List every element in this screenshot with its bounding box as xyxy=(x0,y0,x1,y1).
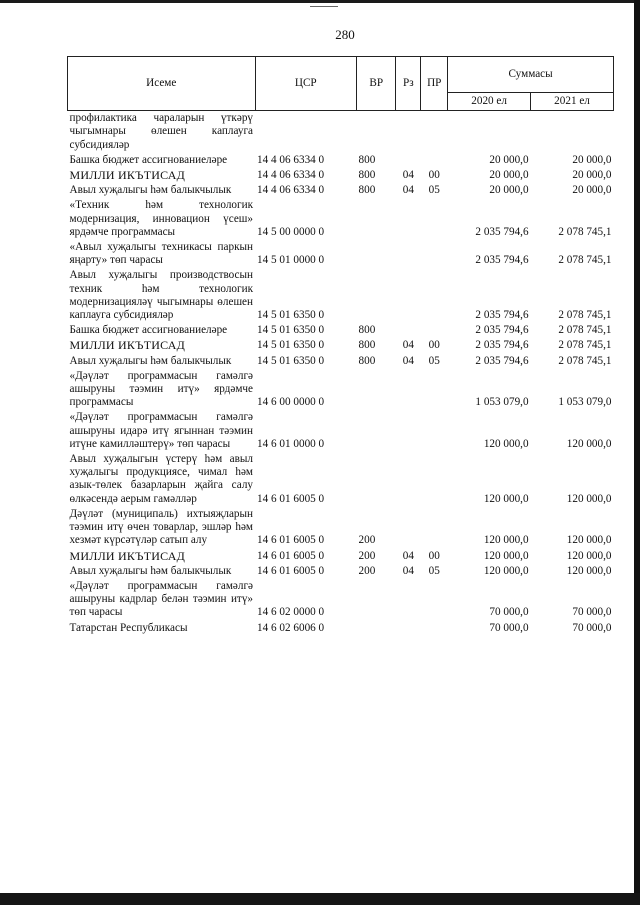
cell-name: «Дәүләт программасын гамәлгә ашыруны идарә итү ягыннан тәэмин итүне камилләштерү» төп чарасы xyxy=(69,411,254,450)
cell-rz: 04 xyxy=(402,354,414,367)
table-row xyxy=(68,268,614,323)
cell-pr: 00 xyxy=(428,169,440,182)
cell-pr xyxy=(421,153,448,168)
cell-sum-2020: 120 000,0 xyxy=(483,534,529,547)
cell-csr: 14 6 01 6005 0 xyxy=(257,549,325,562)
cell-pr: 00 xyxy=(428,339,440,352)
cell-csr: 14 5 01 0000 0 xyxy=(257,254,325,267)
cell-sum-2020: 2 035 794,6 xyxy=(475,324,529,337)
cell-rz: 04 xyxy=(402,169,414,182)
cell-sum-2020: 2 035 794,6 xyxy=(475,225,529,238)
cell-vr xyxy=(357,240,396,268)
cell-pr: 05 xyxy=(428,354,440,367)
cell-vr: 800 xyxy=(358,354,376,367)
cell-rz xyxy=(396,579,421,621)
cell-rz xyxy=(396,198,421,240)
cell-name: «Дәүләт программасын гамәлгә ашыруны кадрлар белән тәэмин итү» төп чарасы xyxy=(69,579,254,619)
cell-vr xyxy=(357,410,396,452)
cell-csr: 14 5 01 6350 0 xyxy=(257,339,325,352)
table-row xyxy=(68,452,614,507)
cell-csr: 14 6 02 0000 0 xyxy=(257,606,325,619)
cell-vr xyxy=(357,579,396,621)
cell-rz xyxy=(396,240,421,268)
cell-name: «Дәүләт программасын гамәлгә ашыруны тәэмин итү» ярдәмче программасы xyxy=(69,369,254,409)
cell-csr: 14 5 01 6350 0 xyxy=(257,354,325,367)
table-row xyxy=(68,111,614,153)
cell-csr: 14 5 01 6350 0 xyxy=(257,324,325,337)
cell-name: Авыл хуҗалыгын үстерү һәм авыл хуҗалыгы продукциясе, чимал һәм азык-төлек базарларын җайга салу өлкәсендә аерым гамәлләр xyxy=(69,453,254,505)
cell-sum-2021: 2 078 745,1 xyxy=(558,354,612,367)
cell-sum-2020: 120 000,0 xyxy=(483,492,529,505)
cell-pr: 05 xyxy=(428,184,440,197)
table-row xyxy=(68,183,614,198)
cell-name: МИЛЛИ ИКЪТИСАД xyxy=(69,548,185,563)
cell-rz: 04 xyxy=(402,184,414,197)
scan-right-edge xyxy=(634,0,640,905)
cell-sum-2021: 20 000,0 xyxy=(572,153,612,166)
cell-csr: 14 4 06 6334 0 xyxy=(257,153,325,166)
cell-name: Башка бюджет ассигнованиеләре xyxy=(69,153,228,166)
budget-table xyxy=(67,56,614,636)
cell-pr xyxy=(421,268,448,323)
cell-rz xyxy=(396,268,421,323)
cell-vr: 800 xyxy=(358,184,376,197)
cell-csr: 14 5 00 0000 0 xyxy=(257,225,325,238)
cell-sum-2020: 1 053 079,0 xyxy=(475,396,529,409)
header-sums: Суммасы xyxy=(448,57,614,93)
cell-csr: 14 6 01 6005 0 xyxy=(257,564,325,577)
cell-vr: 800 xyxy=(358,324,376,337)
cell-name: Дәүләт (муниципаль) ихтыяҗларын тәэмин итү өчен товарлар, эшләр һәм хезмәт күрсәтүләр сатып алу xyxy=(69,507,254,547)
cell-vr: 800 xyxy=(358,169,376,182)
cell-sum-2020: 2 035 794,6 xyxy=(475,309,529,322)
cell-vr: 800 xyxy=(358,153,376,166)
page-number: 280 xyxy=(335,27,355,42)
cell-sum-2021: 120 000,0 xyxy=(566,564,612,577)
cell-name: Авыл хуҗалыгы һәм балыкчылык xyxy=(69,184,232,197)
cell-rz: 04 xyxy=(402,564,414,577)
table-header xyxy=(68,57,614,111)
scan-bottom-edge xyxy=(0,893,640,905)
cell-sum-2021: 120 000,0 xyxy=(566,534,612,547)
table-row xyxy=(68,507,614,549)
cell-sum-2021: 2 078 745,1 xyxy=(558,324,612,337)
cell-csr: 14 6 01 0000 0 xyxy=(257,437,325,450)
cell-sum-2020: 120 000,0 xyxy=(483,564,529,577)
table-row xyxy=(68,354,614,369)
cell-csr xyxy=(255,111,357,153)
cell-rz xyxy=(396,111,421,153)
cell-sum-2021 xyxy=(531,111,614,153)
header-vr: ВР xyxy=(357,57,396,111)
table-row xyxy=(68,369,614,411)
cell-sum-2021: 120 000,0 xyxy=(566,437,612,450)
table-row xyxy=(68,198,614,240)
cell-rz xyxy=(396,369,421,411)
cell-sum-2020: 20 000,0 xyxy=(489,153,529,166)
cell-rz xyxy=(396,323,421,338)
cell-sum-2021: 70 000,0 xyxy=(572,606,612,619)
table-row xyxy=(68,579,614,621)
cell-rz xyxy=(396,153,421,168)
table-row xyxy=(68,338,614,353)
cell-sum-2021: 120 000,0 xyxy=(566,549,612,562)
cell-csr: 14 4 06 6334 0 xyxy=(257,169,325,182)
cell-name: «Авыл хуҗалыгы техникасы паркын яңарту» төп чарасы xyxy=(69,241,254,267)
cell-name: Авыл хуҗалыгы һәм балыкчылык xyxy=(69,354,232,367)
cell-csr: 14 6 01 6005 0 xyxy=(257,534,325,547)
table-row xyxy=(68,153,614,168)
cell-sum-2021: 1 053 079,0 xyxy=(558,396,612,409)
cell-sum-2020: 120 000,0 xyxy=(483,549,529,562)
table-row xyxy=(68,323,614,338)
table-row xyxy=(68,168,614,183)
cell-vr xyxy=(357,621,396,636)
cell-rz xyxy=(396,507,421,549)
cell-vr: 200 xyxy=(358,564,376,577)
header-year-2020: 2020 ел xyxy=(448,93,531,111)
scan-top-edge xyxy=(0,0,640,3)
header-pr: ПР xyxy=(421,57,448,111)
cell-name: «Техник һәм технологик модернизация, инновацион үсеш» ярдәмче программасы xyxy=(69,199,254,238)
cell-vr xyxy=(357,452,396,507)
cell-pr xyxy=(421,369,448,411)
cell-pr: 00 xyxy=(428,549,440,562)
scan-mark xyxy=(310,6,338,7)
cell-sum-2021: 120 000,0 xyxy=(566,492,612,505)
cell-name: Башка бюджет ассигнованиеләре xyxy=(69,324,228,337)
cell-sum-2020: 2 035 794,6 xyxy=(475,354,529,367)
table-body xyxy=(68,111,614,636)
cell-sum-2020: 70 000,0 xyxy=(489,606,529,619)
cell-sum-2021: 20 000,0 xyxy=(572,169,612,182)
cell-vr: 800 xyxy=(358,339,376,352)
cell-sum-2021: 2 078 745,1 xyxy=(558,309,612,322)
cell-vr: 200 xyxy=(358,534,376,547)
cell-rz xyxy=(396,452,421,507)
cell-name: Татарстан Республикасы xyxy=(69,621,188,634)
cell-name: МИЛЛИ ИКЪТИСАД xyxy=(69,168,185,183)
cell-vr xyxy=(357,198,396,240)
table-row xyxy=(68,410,614,452)
cell-pr xyxy=(421,507,448,549)
cell-sum-2021: 20 000,0 xyxy=(572,184,612,197)
cell-vr xyxy=(357,369,396,411)
cell-rz: 04 xyxy=(402,339,414,352)
cell-pr xyxy=(421,323,448,338)
cell-sum-2020: 2 035 794,6 xyxy=(475,339,529,352)
cell-csr: 14 4 06 6334 0 xyxy=(257,184,325,197)
table-row xyxy=(68,549,614,564)
table-row xyxy=(68,621,614,636)
cell-vr xyxy=(357,268,396,323)
cell-sum-2020: 2 035 794,6 xyxy=(475,254,529,267)
cell-rz xyxy=(396,621,421,636)
cell-pr xyxy=(421,621,448,636)
cell-sum-2020: 20 000,0 xyxy=(489,169,529,182)
cell-sum-2021: 2 078 745,1 xyxy=(558,254,612,267)
cell-sum-2020: 20 000,0 xyxy=(489,184,529,197)
cell-sum-2021: 2 078 745,1 xyxy=(558,339,612,352)
cell-pr: 05 xyxy=(428,564,440,577)
cell-pr xyxy=(421,111,448,153)
cell-sum-2020 xyxy=(448,111,531,153)
cell-vr: 200 xyxy=(358,549,376,562)
cell-pr xyxy=(421,410,448,452)
cell-sum-2020: 70 000,0 xyxy=(489,621,529,634)
cell-vr xyxy=(357,111,396,153)
table-row xyxy=(68,564,614,579)
header-csr: ЦСР xyxy=(255,57,357,111)
cell-csr: 14 6 01 6005 0 xyxy=(257,492,325,505)
header-rz: Рз xyxy=(396,57,421,111)
header-name: Исеме xyxy=(68,57,256,111)
cell-pr xyxy=(421,240,448,268)
cell-rz: 04 xyxy=(402,549,414,562)
header-year-2021: 2021 ел xyxy=(531,93,614,111)
cell-name: МИЛЛИ ИКЪТИСАД xyxy=(69,338,185,353)
cell-rz xyxy=(396,410,421,452)
cell-sum-2021: 2 078 745,1 xyxy=(558,225,612,238)
cell-pr xyxy=(421,452,448,507)
cell-pr xyxy=(421,579,448,621)
table-row xyxy=(68,240,614,268)
cell-csr: 14 6 02 6006 0 xyxy=(257,621,325,634)
cell-csr: 14 5 01 6350 0 xyxy=(257,309,325,322)
cell-sum-2020: 120 000,0 xyxy=(483,437,529,450)
cell-csr: 14 6 00 0000 0 xyxy=(257,396,325,409)
cell-pr xyxy=(421,198,448,240)
cell-name: профилактика чараларын үткәрү чыгымнары өлешен каплауга субсидияләр xyxy=(69,112,254,151)
cell-name: Авыл хуҗалыгы производствосын техник һәм технологик модернизацияләү чыгымнары өлешен каплауга субсидияләр xyxy=(69,269,254,322)
cell-name: Авыл хуҗалыгы һәм балыкчылык xyxy=(69,564,232,577)
cell-sum-2021: 70 000,0 xyxy=(572,621,612,634)
